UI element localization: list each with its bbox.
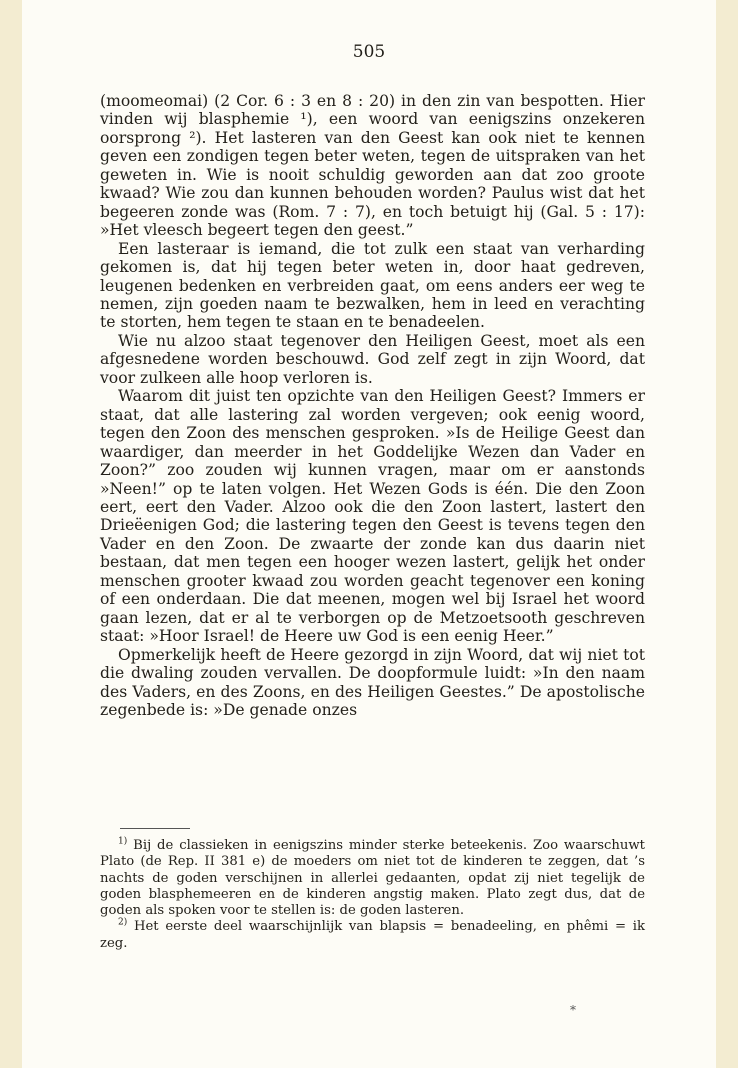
- paragraph: Opmerkelijk heeft de Heere gezorgd in zijn Woord, dat wij niet tot die dwaling zouden vervallen. De doopformule luidt: »In den naam des Vaders, en des Zoons, en des Heiligen Geestes.” De apostolische zegenbede is: »De genade onzes: [100, 645, 645, 719]
- page-number: 505: [352, 42, 386, 62]
- paragraph: (moomeomai) (2 Cor. 6 : 3 en 8 : 20) in den zin van bespotten. Hier vinden wij blasphemie ¹), een woord van eenigszins onzekeren oorsprong ²). Het lasteren van den Geest kan ook niet te kennen geven een zondigen tegen beter weten, tegen de uitspraken van het geweten in. Wie is nooit schuldig geworden aan dat zoo groote kwaad? Wie zou dan kunnen behouden worden? Paulus wist dat het begeeren zonde was (Rom. 7 : 7), en toch betuigt hij (Gal. 5 : 17): »Het vleesch begeert tegen den geest.”: [100, 92, 645, 240]
- signature-mark: *: [570, 1003, 576, 1017]
- footnote-mark: 1): [118, 836, 128, 847]
- paragraph: Wie nu alzoo staat tegenover den Heiligen Geest, moet als een afgesnedene worden beschouwd. God zelf zegt in zijn Woord, dat voor zulkeen alle hoop verloren is.: [100, 331, 645, 387]
- footnote-text: Het eerste deel waarschijnlijk van blapsis = benadeeling, en phêmi = ik zeg.: [100, 919, 645, 951]
- body-text: [100, 92, 645, 719]
- footnotes: [100, 838, 645, 952]
- footnote-text: Bij de classieken in eenigszins minder sterke beteekenis. Zoo waarschuwt Plato (de Rep. II 381 e) de moeders om niet tot de kinderen te zeggen, dat ’s nachts de goden verschijnen in allerlei gedaanten, opdat zij niet tegelijk de goden blasphemeeren en de kinderen angstig maken. Plato zegt dus, dat de goden als spoken voor te stellen is: de goden lasteren.: [100, 838, 645, 919]
- footnote-divider: [120, 828, 190, 829]
- paragraph: Een lasteraar is iemand, die tot zulk een staat van verharding gekomen is, dat hij tegen beter weten in, door haat gedreven, leugenen bedenken en verbreiden gaat, om eens anders eer weg te nemen, zijn goeden naam te bezwalken, hem in leed en verachting te storten, hem tegen te staan en te benadeelen.: [100, 239, 645, 332]
- footnote: [100, 919, 645, 952]
- footnote-mark: 2): [118, 918, 128, 929]
- footnote: [100, 838, 645, 919]
- paragraph: Waarom dit juist ten opzichte van den Heiligen Geest? Immers er staat, dat alle lastering zal worden vergeven; ook eenig woord, tegen den Zoon des menschen gesproken. »Is de Heilige Geest dan waardiger, dan meerder in het Goddelijke Wezen dan Vader en Zoon?” zoo zouden wij kunnen vragen, maar om er aanstonds »Neen!” op te laten volgen. Het Wezen Gods is één. Die den Zoon eert, eert den Vader. Alzoo ook die den Zoon lastert, lastert den Drieëenigen God; die lastering tegen den Geest is tevens tegen den Vader en den Zoon. De zwaarte der zonde kan dus daarin niet bestaan, dat men tegen een hooger wezen lastert, gelijk het onder menschen grooter kwaad zou worden geacht tegenover een koning of een onderdaan. Die dat meenen, mogen wel bij Israel het woord gaan lezen, dat er al te verborgen op de Metzoetsooth geschreven staat: »Hoor Israel! de Heere uw God is een eenig Heer.”: [100, 387, 645, 646]
